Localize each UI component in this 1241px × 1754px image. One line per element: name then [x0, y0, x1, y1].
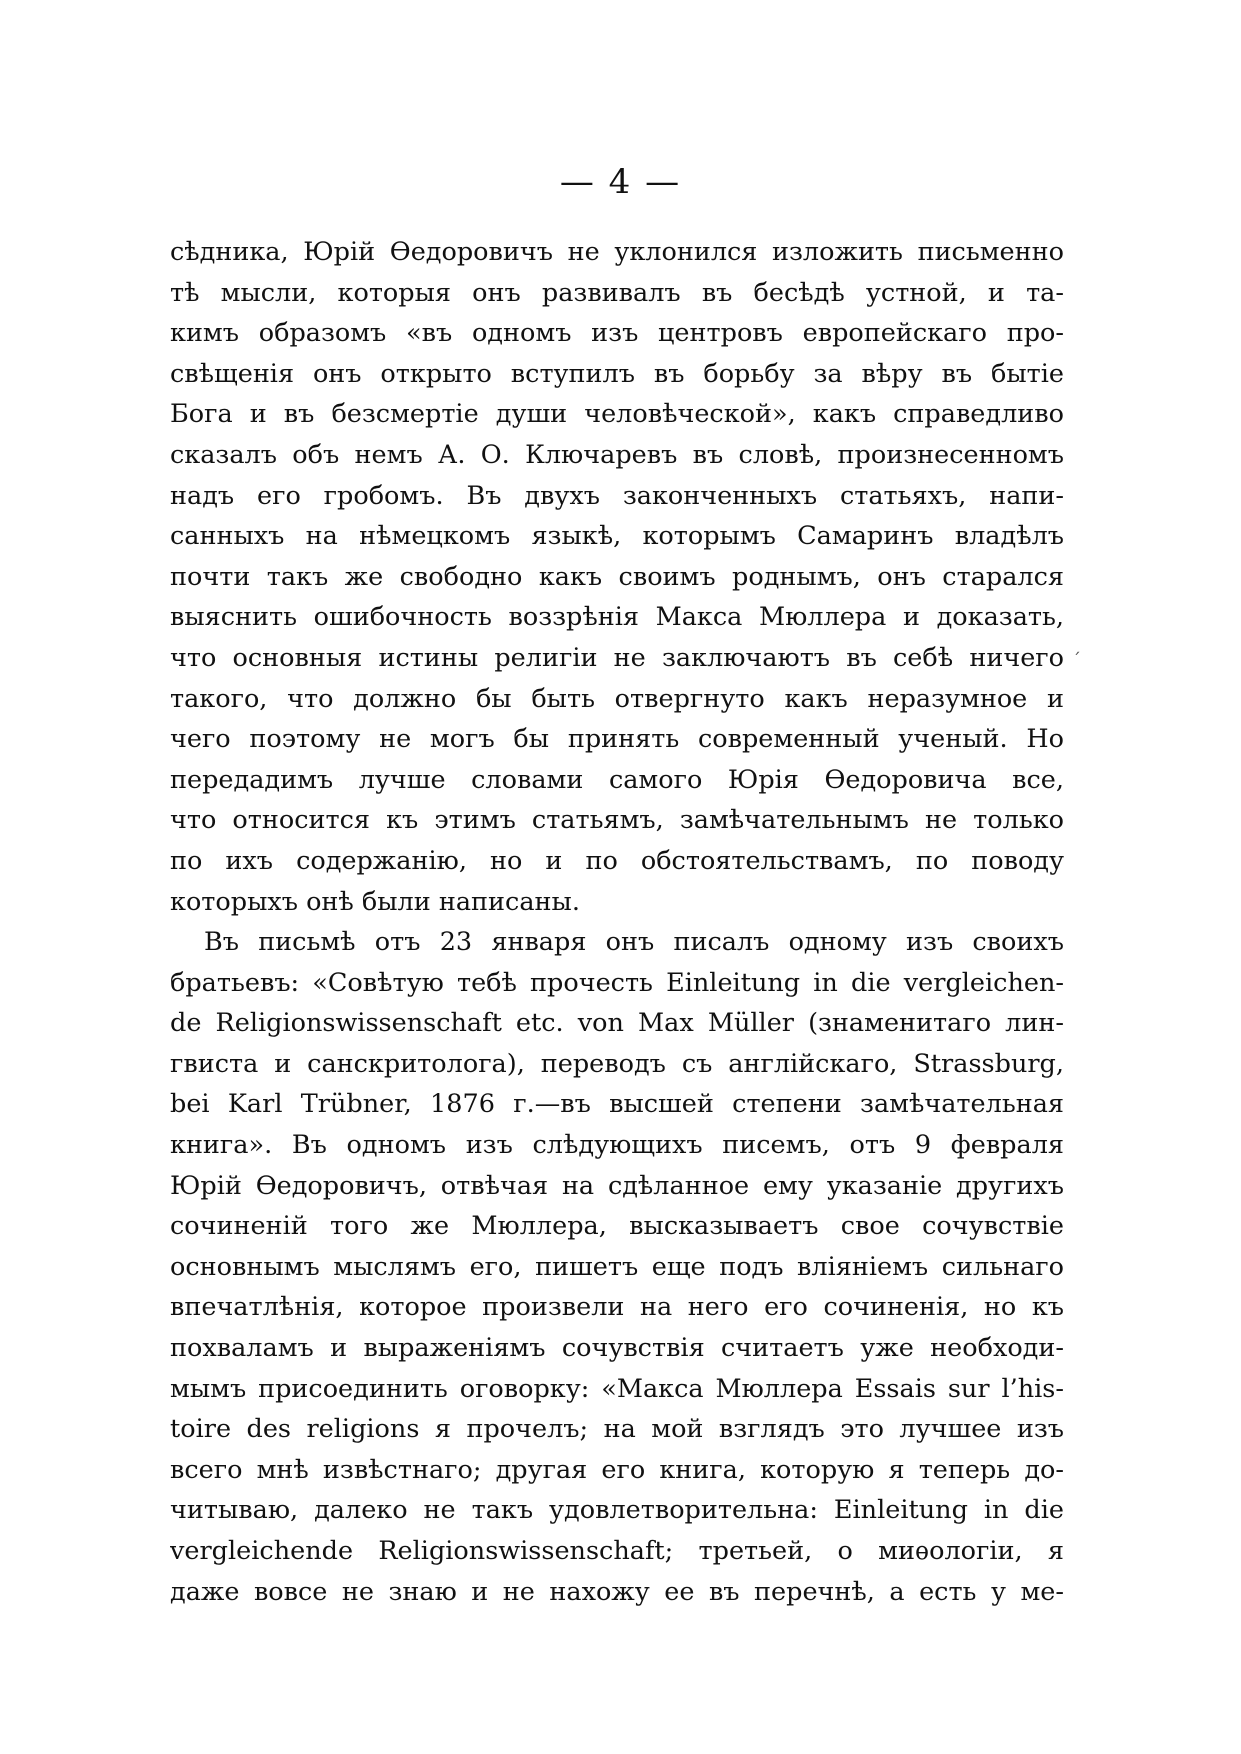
text-line: впечатлѣнія, которое произвели на него его сочиненія, но къ	[170, 1292, 1064, 1323]
text-line: даже вовсе не знаю и не нахожу ее въ перечнѣ, а есть у ме-	[170, 1576, 1064, 1607]
text-line: похваламъ и выраженіямъ сочувствія считаетъ уже необходи-	[170, 1333, 1064, 1364]
text-line: чего поэтому не могъ бы принять современный ученый. Но	[170, 724, 1064, 755]
text-line: сѣдника, Юрій Ѳедоровичъ не уклонился изложить письменно	[170, 237, 1064, 267]
text-line: по ихъ содержанію, но и по обстоятельствамъ, по поводу	[170, 845, 1064, 876]
text-line: vergleichende Religionswissenschaft; третьей, о миѳологіи, я	[170, 1536, 1064, 1566]
text-line: toire des religions я прочелъ; на мой взглядъ это лучшее изъ	[170, 1414, 1064, 1445]
text-line: свѣщенія онъ открыто вступилъ въ борьбу за вѣру въ бытіе	[170, 358, 1064, 389]
text-line: почти такъ же свободно какъ своимъ роднымъ, онъ старался	[170, 561, 1064, 592]
text-line: всего мнѣ извѣстнаго; другая его книга, которую я теперь до-	[170, 1454, 1064, 1485]
text-line: гвиста и санскритолога), переводъ съ англійскаго, Strassburg,	[170, 1048, 1064, 1079]
text-line: bei Karl Trübner, 1876 г.—въ высшей степени замѣчательная	[170, 1089, 1064, 1120]
text-line: санныхъ на нѣмецкомъ языкѣ, которымъ Самаринъ владѣлъ	[170, 521, 1064, 552]
text-line: основнымъ мыслямъ его, пишетъ еще подъ вліяніемъ сильнаго	[170, 1251, 1064, 1282]
text-line: читываю, далеко не такъ удовлетворительна: Einleitung in die	[170, 1495, 1064, 1526]
text-line: надъ его гробомъ. Въ двухъ законченныхъ статьяхъ, напи-	[170, 480, 1064, 511]
print-speck: ˊ	[1072, 650, 1081, 671]
text-line: кимъ образомъ «въ одномъ изъ центровъ европейскаго про-	[170, 318, 1064, 349]
text-line: что основныя истины религіи не заключаютъ въ себѣ ничего	[170, 642, 1064, 673]
text-line: выяснить ошибочность воззрѣнія Макса Мюллера и доказать,	[170, 602, 1064, 633]
text-line: братьевъ: «Совѣтую тебѣ прочесть Einleitung in die vergleichen-	[170, 967, 1064, 998]
page-number: — 4 —	[559, 162, 682, 202]
text-line: такого, что должно бы быть отвергнуто какъ неразумное и	[170, 683, 1064, 714]
paragraph-first-line: Въ письмѣ отъ 23 января онъ писалъ одному изъ своихъ	[204, 927, 1064, 958]
text-line: которыхъ онѣ были написаны.	[170, 886, 580, 917]
text-line: передадимъ лучше словами самого Юрія Ѳедоровича все,	[170, 764, 1064, 795]
text-line: тѣ мысли, которыя онъ развивалъ въ бесѣдѣ устной, и та-	[170, 277, 1064, 308]
text-line: сказалъ объ немъ А. О. Ключаревъ въ словѣ, произнесенномъ	[170, 439, 1064, 470]
text-line: Юрій Ѳедоровичъ, отвѣчая на сдѣланное ему указаніе другихъ	[170, 1170, 1064, 1201]
text-line: сочиненій того же Мюллера, высказываетъ свое сочувствіе	[170, 1211, 1064, 1242]
text-line: de Religionswissenschaft etc. von Max Müller (знаменитаго лин-	[170, 1008, 1064, 1039]
text-line: мымъ присоединить оговорку: «Макса Мюллера Essais sur l’his-	[170, 1373, 1064, 1404]
text-line: что относится къ этимъ статьямъ, замѣчательнымъ не только	[170, 805, 1064, 836]
body-text	[170, 232, 1064, 1612]
text-line: книга». Въ одномъ изъ слѣдующихъ писемъ, отъ 9 февраля	[170, 1130, 1064, 1161]
text-line: Бога и въ безсмертіе души человѣческой», какъ справедливо	[170, 399, 1064, 430]
